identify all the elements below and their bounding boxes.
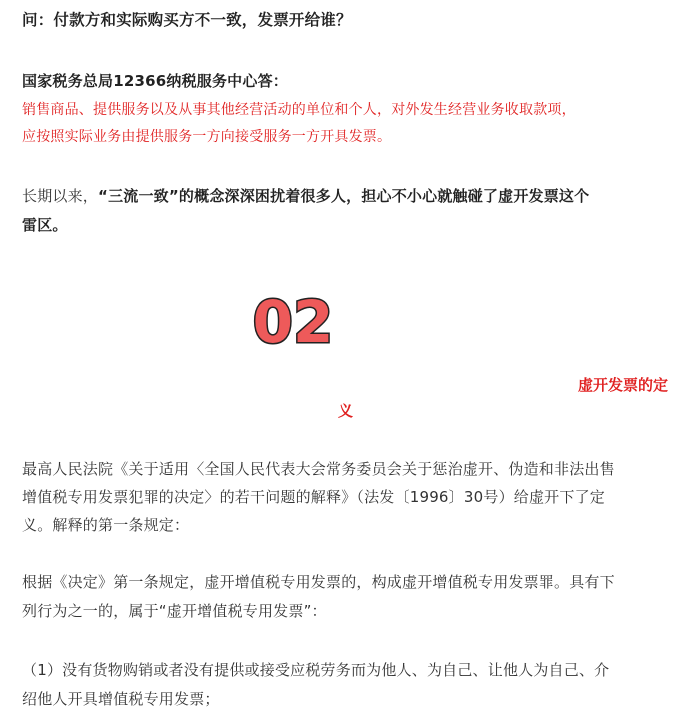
- paragraph-4-line-2: 绍他人开具增值税专用发票；: [22, 690, 220, 708]
- paragraph-1-prefix: 长期以来，: [22, 187, 99, 205]
- question-line: 问：付款方和实际购买方不一致，发票开给谁？: [22, 11, 352, 29]
- section-number: 02: [252, 288, 334, 356]
- paragraph-3-line-2: 列行为之一的，属于“虚开增值税专用发票”：: [22, 602, 327, 620]
- paragraph-2-line-3: 义。解释的第一条规定：: [22, 516, 190, 534]
- paragraph-1-bold-a: “三流一致”的概念深深困扰着很多人，担心不小心就触碰了虚开发票这个: [98, 187, 590, 205]
- paragraph-1-line-2: 雷区。: [22, 216, 68, 234]
- section-title-part-1: 虚开发票的定: [577, 376, 668, 394]
- paragraph-2-line-2: 增值税专用发票犯罪的决定〉的若干问题的解释》（法发〔1996〕30号）给虚开下了定: [22, 488, 605, 506]
- answer-red-line-1: 销售商品、提供服务以及从事其他经营活动的单位和个人，对外发生经营业务收取款项，: [22, 102, 576, 118]
- paragraph-1-line-1: [22, 186, 680, 206]
- paragraph-2-line-1: 最高人民法院《关于适用〈全国人民代表大会常务委员会关于惩治虚开、伪造和非法出售: [22, 460, 615, 478]
- answer-heading: 国家税务总局12366纳税服务中心答：: [22, 72, 288, 90]
- paragraph-3-line-1: 根据《决定》第一条规定，虚开增值税专用发票的，构成虚开增值税专用发票罪。具有下: [22, 573, 615, 591]
- section-number-graphic: [248, 286, 338, 356]
- answer-red-line-2: 应按照实际业务由提供服务一方向接受服务一方开具发票。: [22, 129, 392, 145]
- paragraph-4-line-1: （1）没有货物购销或者没有提供或接受应税劳务而为他人、为自己、让他人为自己、介: [22, 661, 610, 679]
- section-number-badge: [248, 286, 338, 356]
- section-title-part-2: 义: [338, 402, 354, 420]
